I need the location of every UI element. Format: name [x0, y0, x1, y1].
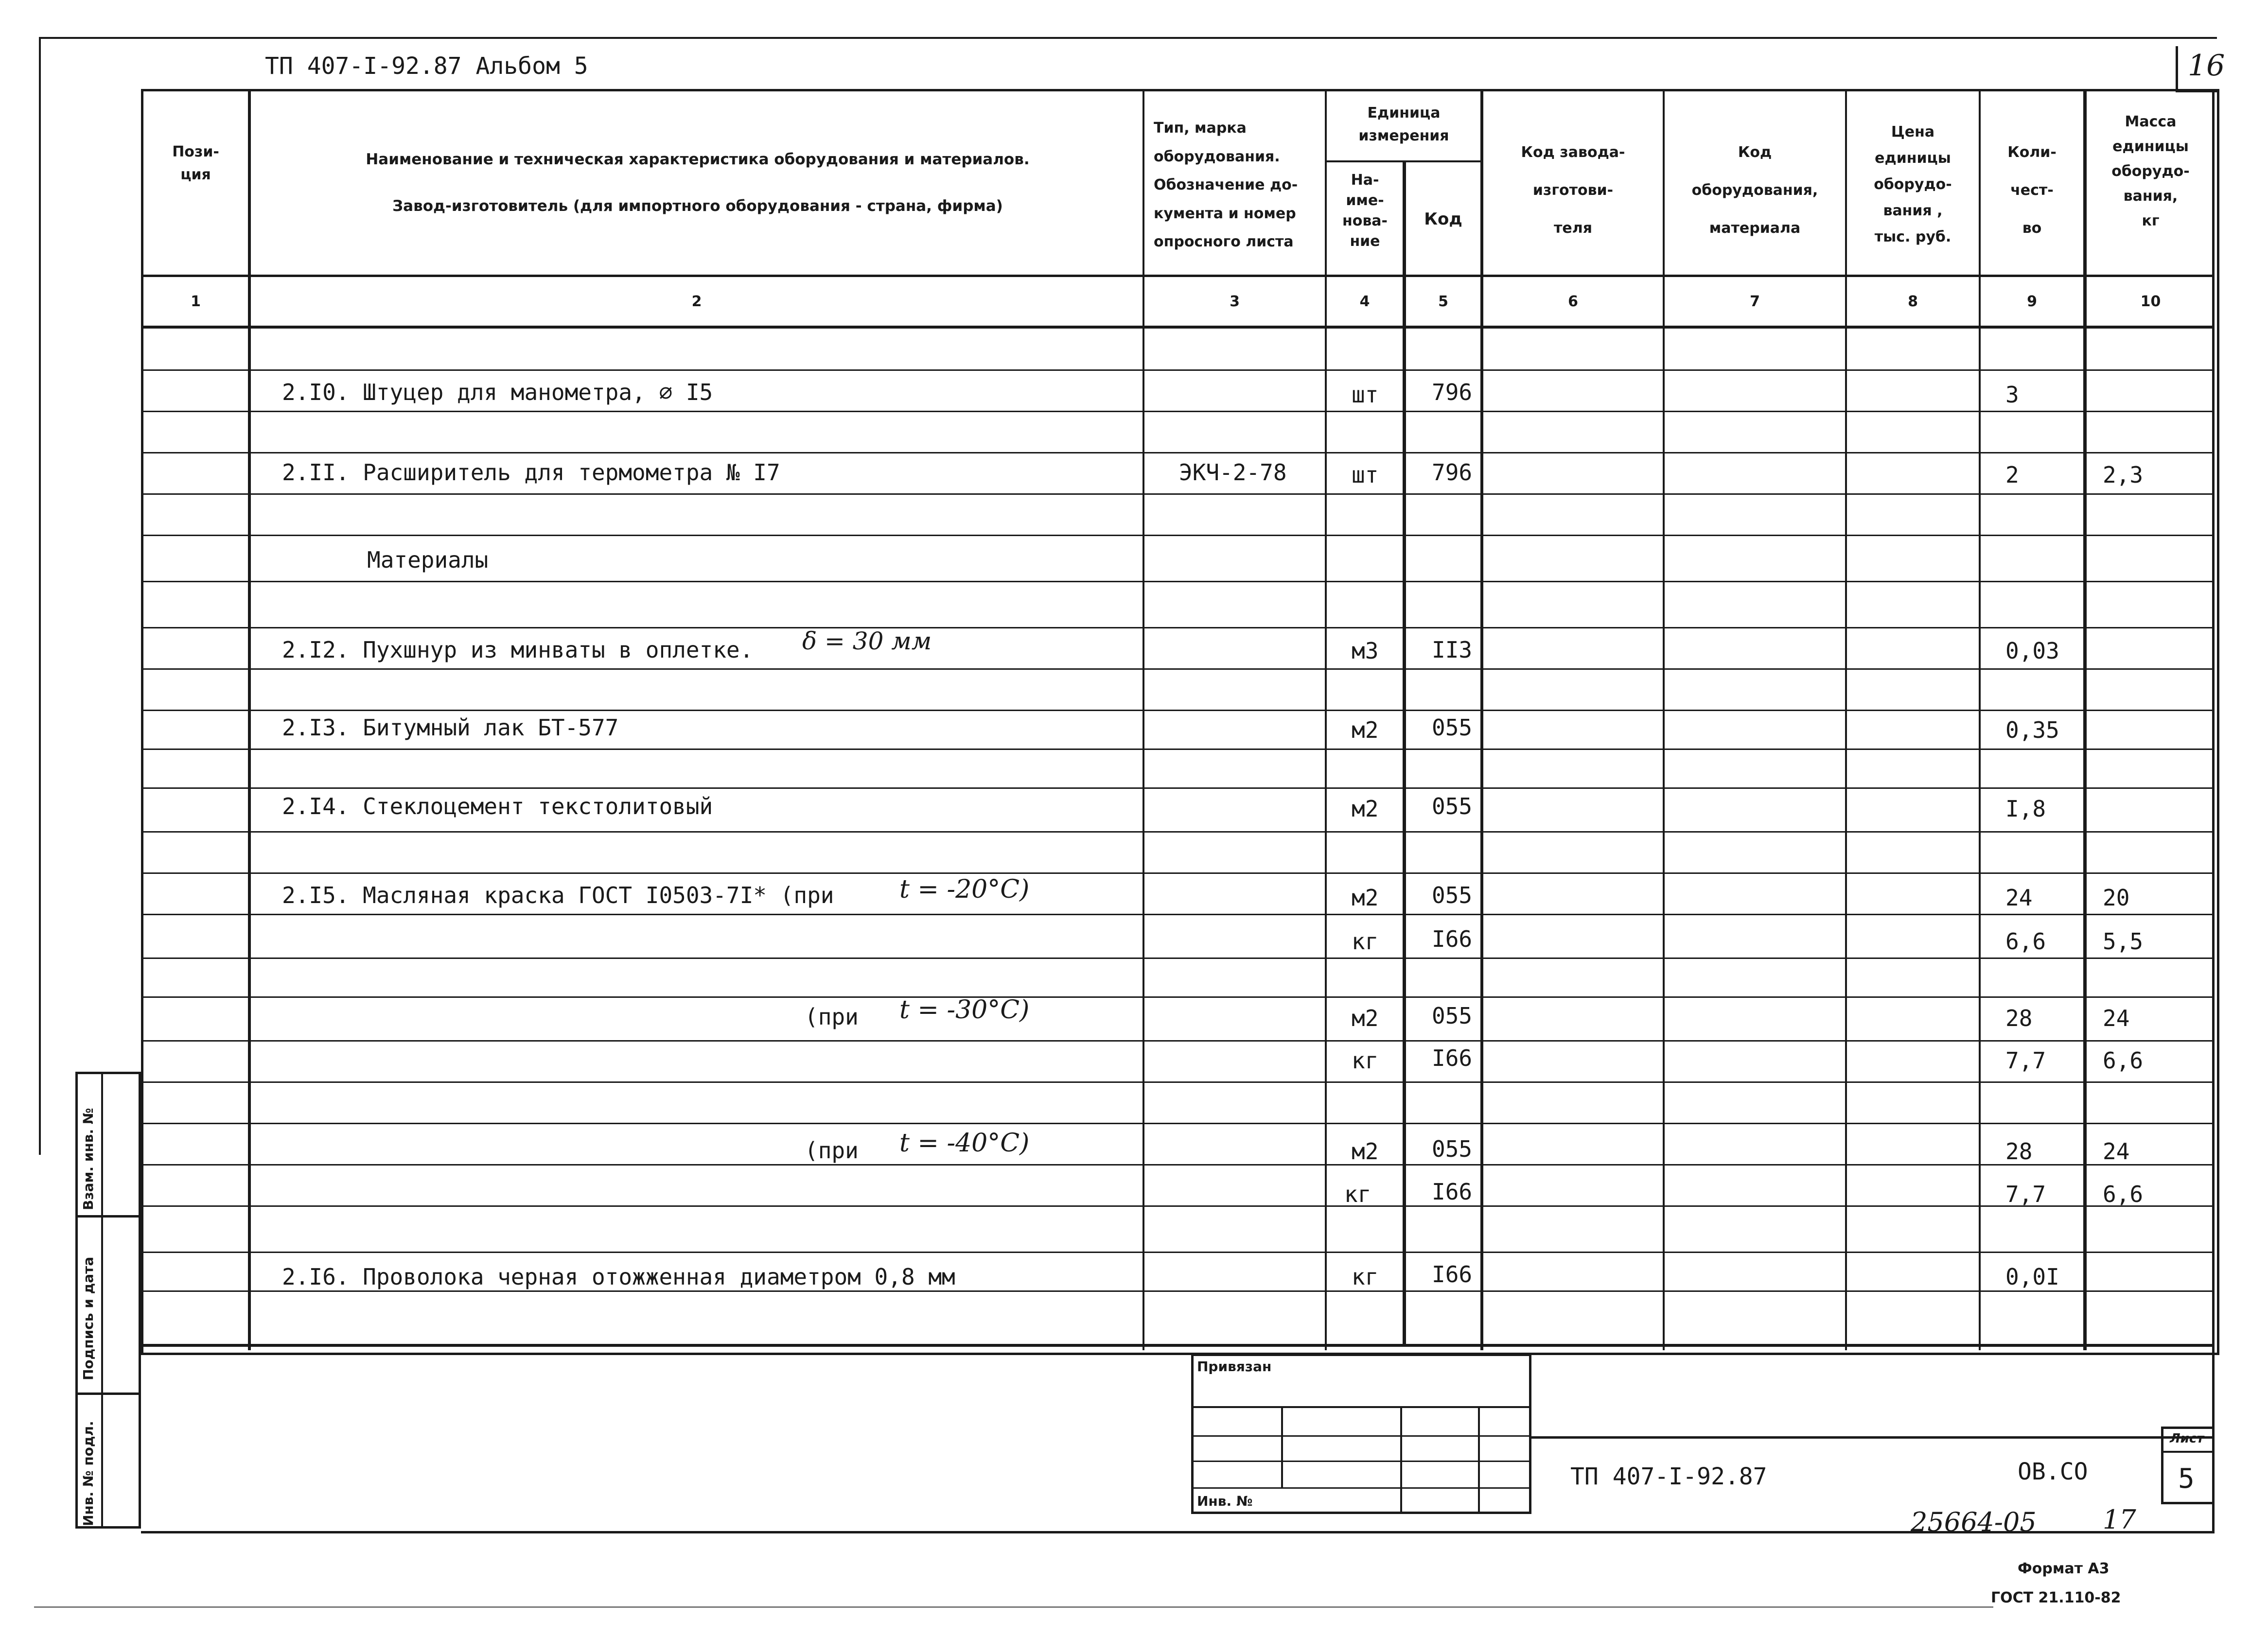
col-title: Масса единицы оборудо- вания, кг	[2111, 113, 2190, 229]
table-row-qty: 2	[2005, 462, 2019, 488]
table-row-qty: I,8	[2005, 796, 2046, 822]
table-row-name-extra: t = -20°C)	[899, 875, 1030, 904]
table-row-name: (при	[805, 1004, 859, 1030]
row-line	[141, 787, 2215, 789]
binding-grid	[1191, 1435, 1531, 1437]
col-number: 8	[1908, 293, 1918, 310]
table-row-code: I66	[1432, 926, 1473, 952]
col-number: 4	[1359, 293, 1370, 310]
table-row-unit: шт	[1352, 382, 1379, 408]
row-line	[141, 914, 2215, 915]
col-header-mass	[2087, 109, 2215, 233]
table-row-code: 796	[1432, 379, 1473, 405]
col-header-unit-name	[1327, 170, 1403, 252]
binding-label: Привязан	[1197, 1358, 1272, 1375]
table-row-code: I66	[1432, 1045, 1473, 1071]
table-row-qty: 3	[2005, 382, 2019, 408]
col-header-equipment-code	[1665, 134, 1845, 247]
table-row-mass: 6,6	[2103, 1181, 2144, 1207]
binding-grid	[1281, 1406, 1283, 1489]
col-title: На- име- нова- ние	[1342, 172, 1388, 250]
row-line	[141, 668, 2215, 670]
table-row-mass: 24	[2103, 1138, 2130, 1165]
row-line	[141, 1081, 2215, 1083]
handwritten-archive-number: 25664-05	[1911, 1507, 2037, 1537]
table-row-qty: 24	[2005, 885, 2033, 911]
unit-group-divider	[1325, 160, 1480, 162]
row-line	[141, 581, 2215, 582]
table-bottom-line	[141, 1344, 2215, 1347]
side-stamp-divider	[75, 1392, 141, 1395]
sheet-box-divider	[2161, 1451, 2215, 1453]
table-row-qty: 7,7	[2005, 1047, 2046, 1074]
row-line	[141, 1290, 2215, 1292]
row-line	[141, 493, 2215, 495]
col-title: Код оборудования, материала	[1691, 144, 1818, 237]
title-block-top	[1531, 1436, 2215, 1439]
table-row-name: 2.I6. Проволока черная отожженная диаметром 0,8 мм	[282, 1264, 955, 1290]
col-header-unit-code	[1406, 207, 1480, 232]
table-row-unit: шт	[1352, 462, 1379, 488]
col-number: 9	[2027, 293, 2037, 310]
binding-grid	[1400, 1406, 1402, 1514]
table-row-code: I66	[1432, 1261, 1473, 1288]
binding-grid	[1191, 1461, 1531, 1462]
sheet-value: 5	[2178, 1463, 2195, 1495]
table-row-code: II3	[1432, 637, 1473, 663]
col-number: 10	[2140, 293, 2161, 310]
col-number: 2	[691, 293, 702, 310]
header-number-divider	[141, 326, 2215, 329]
table-row-name: 2.I3. Битумный лак БТ-577	[282, 714, 619, 741]
table-row-unit: м2	[1352, 1138, 1379, 1165]
table-row-name: 2.I5. Масляная краска ГОСТ I0503-7I* (при	[282, 882, 834, 908]
col-divider	[1143, 89, 1144, 1350]
row-line	[141, 748, 2215, 750]
frame-left-line	[39, 37, 41, 1155]
binding-grid	[1478, 1406, 1480, 1514]
table-row-qty: 7,7	[2005, 1181, 2046, 1207]
table-row-unit: м2	[1352, 1005, 1379, 1031]
table-row-unit: кг	[1344, 1181, 1371, 1207]
table-row-unit: кг	[1352, 928, 1379, 955]
table-row-unit: кг	[1352, 1047, 1379, 1074]
table-row-name: (при	[805, 1137, 859, 1164]
stamp-original-inv: Инв. № подл.	[80, 1421, 96, 1526]
col-divider	[1325, 89, 1327, 1350]
bottom-trim-line	[34, 1606, 1993, 1608]
header-divider	[141, 275, 2215, 277]
col-title: Коли- чест- во	[2007, 144, 2057, 237]
col-number: 7	[1750, 293, 1760, 310]
row-line	[141, 1123, 2215, 1124]
table-row-name: 2.I0. Штуцер для манометра, ∅ I5	[282, 379, 713, 405]
col-divider	[1979, 89, 1981, 1350]
row-line	[141, 411, 2215, 412]
table-row-code: 055	[1432, 1136, 1473, 1162]
table-row-unit: м2	[1352, 885, 1379, 911]
table-row-unit: м3	[1352, 638, 1379, 664]
stamp-signature-date: Подпись и дата	[80, 1256, 96, 1380]
row-line	[141, 831, 2215, 833]
col-number: 1	[191, 293, 201, 310]
album-reference: ТП 407-I-92.87 Альбом 5	[265, 52, 588, 80]
table-row-mass: 20	[2103, 885, 2130, 911]
col-header-position	[143, 141, 248, 186]
table-row-name-extra: δ = 30 мм	[802, 627, 932, 655]
row-line	[141, 535, 2215, 536]
row-line	[141, 1205, 2215, 1207]
table-row-qty: 28	[2005, 1138, 2033, 1165]
table-row-code: 055	[1432, 1003, 1473, 1029]
gost-label: ГОСТ 21.110-82	[1991, 1589, 2121, 1606]
col-title: Пози- ция	[172, 143, 219, 183]
section-heading-materials: Материалы	[367, 547, 489, 573]
document-code: ТП 407-I-92.87	[1570, 1463, 1767, 1490]
row-line	[141, 710, 2215, 711]
col-header-name	[253, 136, 1143, 229]
table-row-mass: 6,6	[2103, 1047, 2144, 1074]
col-divider	[2083, 89, 2087, 1350]
col-header-type	[1145, 114, 1325, 257]
col-divider	[248, 89, 251, 1350]
stamp-replacement-inv: Взам. инв. №	[80, 1108, 96, 1210]
col-divider	[1480, 89, 1483, 1350]
table-row-name-extra: t = -40°C)	[899, 1129, 1030, 1158]
binding-grid	[1191, 1487, 1531, 1489]
col-header-unit-group	[1327, 102, 1480, 147]
frame-top-line	[39, 37, 2217, 39]
row-line	[141, 957, 2215, 959]
row-line	[141, 1164, 2215, 1166]
col-title: Единица измерения	[1358, 104, 1449, 144]
col-divider	[1663, 89, 1665, 1350]
col-header-unit-price	[1847, 119, 1979, 250]
table-row-qty: 0,03	[2005, 638, 2059, 664]
table-row-code: I66	[1432, 1179, 1473, 1205]
format-label: Формат А3	[2018, 1560, 2110, 1577]
handwritten-page: 17	[2103, 1504, 2136, 1535]
table-row-unit: м2	[1352, 717, 1379, 743]
col-divider	[1403, 160, 1406, 1346]
table-row-type: ЭКЧ-2-78	[1179, 459, 1287, 486]
table-row-name-extra: t = -30°C)	[899, 995, 1030, 1025]
table-row-name: 2.I4. Стеклоцемент текстолитовый	[282, 793, 713, 819]
col-header-quantity	[1981, 134, 2083, 247]
col-divider	[1845, 89, 1847, 1350]
side-stamp-divider	[101, 1072, 103, 1529]
table-row-mass: 5,5	[2103, 928, 2144, 955]
table-row-unit: кг	[1352, 1264, 1379, 1290]
col-header-plant-code	[1483, 134, 1663, 247]
table-row-code: 055	[1432, 714, 1473, 741]
col-title: Наименование и техническая характеристика оборудования и материалов. Завод-изготовитель (для импортного оборудования - страна, фирма)	[366, 151, 1030, 215]
table-row-mass: 2,3	[2103, 462, 2144, 488]
table-row-mass: 24	[2103, 1005, 2130, 1031]
col-number: 5	[1438, 293, 1448, 310]
col-title: Тип, марка оборудования. Обозначение до- кумента и номер опросного листа	[1154, 120, 1298, 250]
sheet-label: Лист	[2170, 1431, 2204, 1446]
col-title: Код	[1424, 209, 1462, 229]
table-row-name: 2.I2. Пухшнур из минваты в оплетке.	[282, 637, 754, 663]
col-number: 6	[1568, 293, 1578, 310]
row-line	[141, 872, 2215, 874]
binding-grid	[1191, 1406, 1531, 1408]
row-line	[141, 452, 2215, 453]
sheet-number-handwritten: 16	[2188, 49, 2225, 83]
table-row-code: 055	[1432, 882, 1473, 908]
table-row-code: 796	[1432, 459, 1473, 486]
col-title: Код завода- изготови- теля	[1521, 144, 1625, 237]
table-row-name: 2.II. Расширитель для термометра № I7	[282, 459, 780, 486]
row-line	[141, 1252, 2215, 1253]
row-line	[141, 369, 2215, 371]
side-stamp-divider	[75, 1215, 141, 1218]
table-row-qty: 28	[2005, 1005, 2033, 1031]
table-row-unit: м2	[1352, 796, 1379, 822]
binding-stamp	[1191, 1354, 1531, 1514]
table-row-qty: 0,0I	[2005, 1264, 2059, 1290]
row-line	[141, 1040, 2215, 1042]
table-row-qty: 6,6	[2005, 928, 2046, 955]
inventory-label: Инв. №	[1197, 1493, 1253, 1509]
table-row-qty: 0,35	[2005, 717, 2059, 743]
row-line	[141, 627, 2215, 628]
document-mark: ОВ.СО	[2018, 1458, 2088, 1485]
table-row-code: 055	[1432, 793, 1473, 819]
col-title: Цена единицы оборудо- вания , тыс. руб.	[1874, 123, 1952, 245]
row-line	[141, 996, 2215, 998]
col-number: 3	[1230, 293, 1240, 310]
